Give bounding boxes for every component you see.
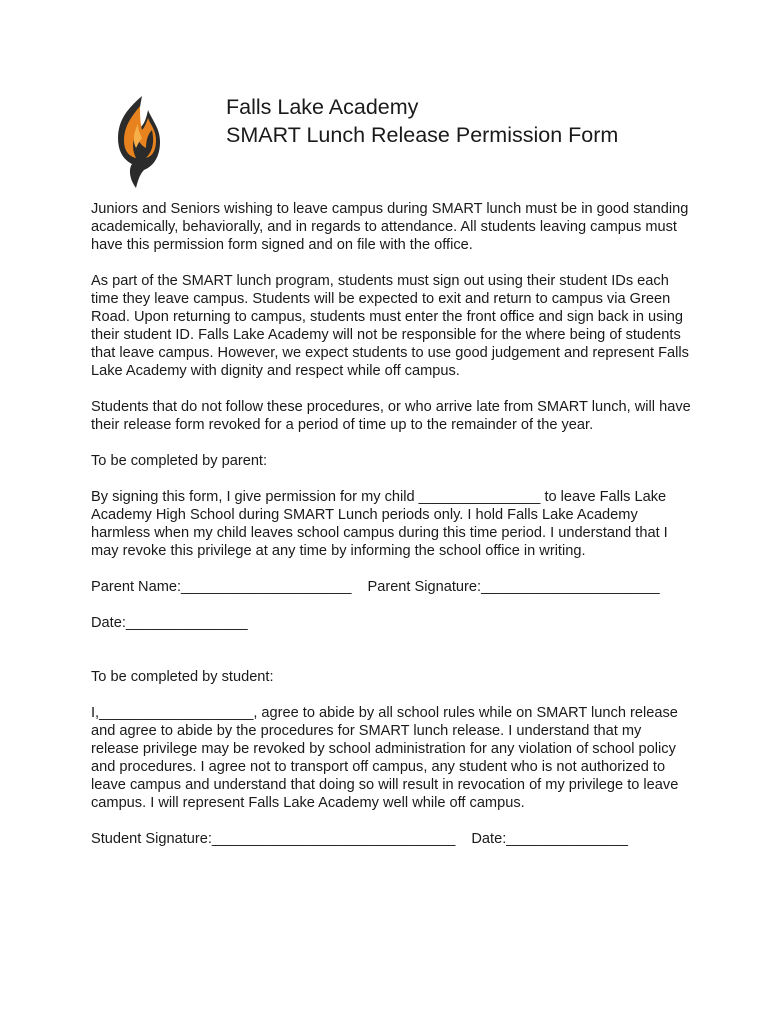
student-date-field[interactable]: Date:_______________ bbox=[471, 831, 629, 847]
form-title bbox=[226, 93, 618, 149]
parent-section-heading: To be completed by parent: bbox=[91, 453, 268, 469]
student-agreement-paragraph: I,___________________, agree to abide by all school rules while on SMART lunch release and agree to abide by the procedures for SMART lunch release. I understand that my release privilege may be revoked by school administration for any violation of school policy and procedures. I agree not to transport off campus, any student who is not authorized to leave campus and understand that doing so will result in revocation of my privilege to leave campus. I will represent Falls Lake Academy well while off campus. bbox=[91, 705, 679, 811]
student-fields-row bbox=[91, 830, 691, 848]
parent-consent-paragraph: By signing this form, I give permission for my child _______________ to leave Falls Lake Academy High School during SMART Lunch periods only. I hold Falls Lake Academy harmless when my child leaves school campus during this time period. I understand that I may revoke this privilege at any time by informing the school office in writing. bbox=[91, 489, 668, 559]
parent-signature-field[interactable]: Parent Signature:______________________ bbox=[367, 579, 660, 595]
student-signature-field[interactable]: Student Signature:______________________________ bbox=[91, 831, 456, 847]
parent-date-row bbox=[91, 614, 691, 632]
student-section-heading: To be completed by student: bbox=[91, 669, 274, 685]
school-name: Falls Lake Academy bbox=[226, 95, 419, 119]
revocation-paragraph: Students that do not follow these procedures, or who arrive late from SMART lunch, will have their release form revoked for a period of time up to the remainder of the year. bbox=[91, 399, 691, 433]
form-name: SMART Lunch Release Permission Form bbox=[226, 123, 619, 147]
parent-date-field[interactable]: Date:_______________ bbox=[91, 615, 248, 631]
parent-fields-row bbox=[91, 578, 691, 596]
phoenix-flame-icon bbox=[110, 94, 166, 190]
intro-paragraph: Juniors and Seniors wishing to leave campus during SMART lunch must be in good standing academically, behaviorally, and in regards to attendance. All students leaving campus must have this permission form signed and on file with the office. bbox=[91, 201, 689, 253]
parent-name-field[interactable]: Parent Name:_____________________ bbox=[91, 579, 352, 595]
program-paragraph: As part of the SMART lunch program, students must sign out using their student IDs each time they leave campus. Students will be expected to exit and return to campus via Green Road. Upon returning to campus, students must enter the front office and sign back in using their student ID. Falls Lake Academy will not be responsible for the where being of students that leave campus. However, we expect students to use good judgement and represent Falls Lake Academy with dignity and respect while off campus. bbox=[91, 273, 689, 379]
form-body bbox=[91, 200, 691, 866]
